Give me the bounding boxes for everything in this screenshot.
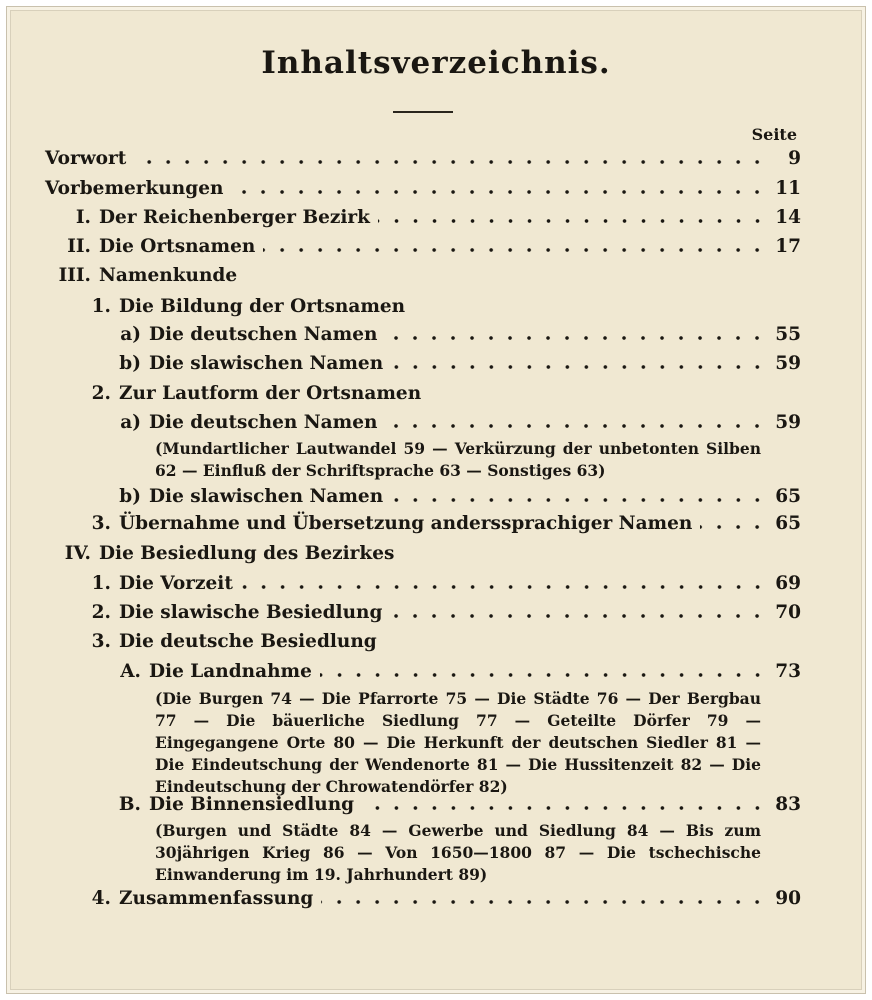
toc-entry: [85, 571, 801, 597]
entry-label: Die Vorzeit: [119, 573, 233, 594]
entry-label: Die Bildung der Ortsnamen: [119, 296, 406, 317]
entry-page-number: 90: [775, 888, 801, 909]
dot-leader: [391, 364, 767, 370]
toc-entry: [117, 659, 801, 685]
toc-entry: [115, 322, 801, 348]
entry-label: Übernahme und Übersetzung anderssprachiger Namen: [119, 513, 693, 534]
entry-page-number: 65: [775, 513, 801, 534]
toc-entry: [85, 381, 801, 407]
entry-label: Namenkunde: [99, 265, 238, 286]
entry-label: Vorwort: [45, 148, 127, 169]
page-title: Inhaltsverzeichnis.: [261, 45, 611, 81]
entry-label: Die Landnahme: [149, 661, 312, 682]
toc-entry: [45, 146, 801, 172]
toc-entry: [115, 351, 801, 377]
toc-entry: [115, 484, 801, 510]
dot-leader: [320, 672, 767, 678]
entry-label: Die Ortsnamen: [99, 236, 256, 257]
dot-leader: [385, 335, 767, 341]
entry-number: I.: [75, 207, 91, 228]
dot-leader: [134, 159, 767, 165]
entry-page-number: 59: [775, 353, 801, 374]
entry-page-number: 83: [775, 794, 801, 815]
dot-leader: [391, 497, 767, 503]
entry-label: Die deutsche Besiedlung: [119, 631, 377, 652]
entry-page-number: 73: [775, 661, 801, 682]
entry-label: Der Reichenberger Bezirk: [99, 207, 370, 228]
toc-entry: [45, 541, 801, 567]
entry-label: Zusammenfassung: [119, 888, 314, 909]
entry-page-number: 9: [788, 148, 801, 169]
toc-entry: [85, 886, 801, 912]
entry-number: 1.: [91, 296, 111, 317]
entry-page-number: 69: [775, 573, 801, 594]
toc-entry: [115, 410, 801, 436]
entry-number: III.: [58, 265, 91, 286]
entry-label: Die slawischen Namen: [149, 486, 384, 507]
entry-number: B.: [118, 794, 141, 815]
entry-page-number: 65: [775, 486, 801, 507]
title-rule: [393, 111, 453, 113]
entry-number: II.: [67, 236, 91, 257]
entry-page-number: 17: [775, 236, 801, 257]
dot-leader: [700, 524, 767, 530]
dot-leader: [241, 584, 767, 590]
dot-leader: [231, 189, 767, 195]
entry-number: 3.: [91, 513, 111, 534]
dot-leader: [321, 899, 767, 905]
page-column-label: Seite: [751, 125, 797, 144]
entry-label: Die deutschen Namen: [149, 324, 378, 345]
entry-label: Die slawischen Namen: [149, 353, 384, 374]
entry-number: 2.: [91, 602, 111, 623]
toc-entry: [45, 205, 801, 231]
entry-number: 2.: [91, 383, 111, 404]
entry-label: Die slawische Besiedlung: [119, 602, 383, 623]
toc-entry: [85, 294, 801, 320]
entry-label: Die Binnensiedlung: [149, 794, 355, 815]
dot-leader: [378, 218, 767, 224]
toc-entry: [85, 600, 801, 626]
entry-number: a): [120, 412, 141, 433]
entry-label: Zur Lautform der Ortsnamen: [119, 383, 422, 404]
entry-label: Die deutschen Namen: [149, 412, 378, 433]
entry-label: Vorbemerkungen: [45, 178, 224, 199]
toc-entry: [45, 176, 801, 202]
dot-leader: [385, 423, 767, 429]
entry-number: 4.: [91, 888, 111, 909]
entry-page-number: 55: [775, 324, 801, 345]
toc-entry: [45, 263, 801, 289]
entry-number: b): [119, 353, 141, 374]
entry-page-number: 59: [775, 412, 801, 433]
toc-note: (Burgen und Städte 84 — Gewerbe und Siedlung 84 — Bis zum 30jährigen Krieg 86 — Von 1650—1800 87 — Die tschechische Einwanderung im 19. Jahrhundert 89): [155, 821, 761, 884]
entry-number: IV.: [64, 543, 91, 564]
dot-leader: [362, 805, 767, 811]
dot-leader: [263, 247, 767, 253]
book-page: [6, 6, 866, 994]
entry-number: b): [119, 486, 141, 507]
toc-entry: [85, 511, 801, 537]
entry-number: 1.: [91, 573, 111, 594]
toc-entry: [85, 629, 801, 655]
entry-number: a): [120, 324, 141, 345]
toc-note: (Die Burgen 74 — Die Pfarrorte 75 — Die Städte 76 — Der Bergbau 77 — Die bäuerliche Siedlung 77 — Geteilte Dörfer 79 — Eingegangene Orte 80 — Die Herkunft der deutschen Siedler 81 — Die Eindeutschung der Wendenorte 81 — Die Hussitenzeit 82 — Die Eindeutschung der Chrowatendörfer 82): [155, 689, 761, 796]
entry-page-number: 11: [775, 178, 801, 199]
dot-leader: [390, 613, 767, 619]
toc-entry: [45, 234, 801, 260]
entry-page-number: 70: [775, 602, 801, 623]
entry-label: Die Besiedlung des Bezirkes: [99, 543, 395, 564]
entry-number: 3.: [91, 631, 111, 652]
entry-number: A.: [120, 661, 141, 682]
toc-note: (Mundartlicher Lautwandel 59 — Verkürzung der unbetonten Silben 62 — Einfluß der Schriftsprache 63 — Sonstiges 63): [155, 439, 761, 480]
entry-page-number: 14: [775, 207, 801, 228]
